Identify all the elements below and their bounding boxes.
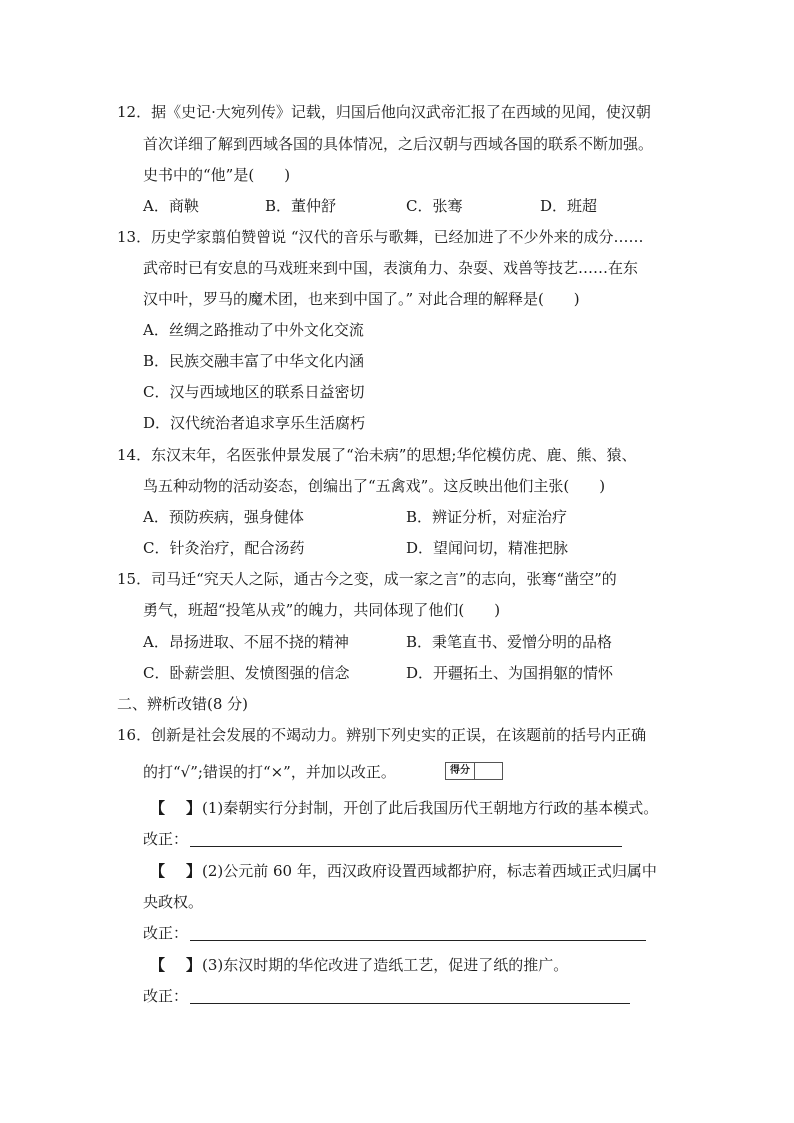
q16-line-2: 的打“√”;错误的打“×”，并加以改正。 (143, 763, 396, 781)
q12-option-b: B．董仲舒 (265, 197, 337, 215)
q13-option-b: B．民族交融丰富了中华文化内涵 (143, 352, 365, 370)
q13-option-a: A．丝绸之路推动了中外文化交流 (143, 321, 364, 339)
item-2-fix-blank[interactable] (190, 940, 646, 941)
item-1-bracket-open: 【 (150, 799, 166, 817)
q15-option-d: D．开疆拓土、为国捐躯的情怀 (406, 664, 614, 682)
item-1-text: (1)秦朝实行分封制，开创了此后我国历代王朝地方行政的基本模式。 (202, 799, 659, 817)
q14-line-2: 鸟五种动物的活动姿态，创编出了“五禽戏”。这反映出他们主张( ) (143, 477, 606, 495)
q15-option-c: C．卧薪尝胆、发愤图强的信念 (143, 664, 350, 682)
item-2-text-line-1: (2)公元前 60 年，西汉政府设置西域都护府，标志着西域正式归属中 (202, 862, 657, 880)
q15-line-2: 勇气，班超“投笔从戎”的魄力，共同体现了他们( ) (143, 601, 501, 619)
item-3-fix-label: 改正： (143, 987, 189, 1005)
q15-line-1: 15．司马迁“究天人之际，通古今之变，成一家之言”的志向，张骞“凿空”的 (117, 570, 617, 588)
item-1-fix-blank[interactable] (190, 846, 622, 847)
q13-option-d: D．汉代统治者追求享乐生活腐朽 (143, 414, 366, 432)
q14-option-c: C．针灸治疗，配合汤药 (143, 539, 305, 557)
section-2-title: 二、辨析改错(8 分) (117, 695, 249, 713)
q13-line-1: 13．历史学家翦伯赞曾说 “汉代的音乐与歌舞，已经加进了不少外来的成分…… (117, 228, 644, 246)
q15-option-a: A．昂扬进取、不屈不挠的精神 (143, 633, 349, 651)
q14-line-1: 14．东汉末年，名医张仲景发展了“治未病”的思想;华佗模仿虎、鹿、熊、猿、 (117, 446, 637, 464)
q12-line-2: 首次详细了解到西域各国的具体情况，之后汉朝与西域各国的联系不断加强。 (143, 135, 654, 153)
q14-option-d: D．望闻问切，精准把脉 (406, 539, 569, 557)
q14-option-a: A．预防疾病，强身健体 (143, 508, 304, 526)
item-1-fix-label: 改正： (143, 830, 189, 848)
item-3-text: (3)东汉时期的华佗改进了造纸工艺，促进了纸的推广。 (202, 956, 569, 974)
q16-line-1: 16．创新是社会发展的不竭动力。辨别下列史实的正误，在该题前的括号内正确 (117, 726, 647, 744)
item-3-bracket-close: 】 (186, 956, 202, 974)
item-2-bracket-open: 【 (150, 862, 166, 880)
item-2-text-line-2: 央政权。 (143, 893, 204, 911)
item-3-fix-blank[interactable] (190, 1003, 630, 1004)
q13-line-3: 汉中叶，罗马的魔术团，也来到中国了。” 对此合理的解释是( ) (143, 290, 580, 308)
q12-line-1: 12．据《史记·大宛列传》记载，归国后他向汉武帝汇报了在西域的见闻，使汉朝 (117, 103, 651, 121)
q12-line-3: 史书中的“他”是( ) (143, 166, 291, 184)
score-label: 得分 (446, 763, 475, 779)
q14-option-b: B．辨证分析，对症治疗 (406, 508, 568, 526)
q15-option-b: B．秉笔直书、爱憎分明的品格 (406, 633, 613, 651)
q13-option-c: C．汉与西域地区的联系日益密切 (143, 383, 365, 401)
q13-line-2: 武帝时已有安息的马戏班来到中国，表演角力、杂耍、戏兽等技艺……在东 (143, 259, 639, 277)
item-3-bracket-open: 【 (150, 956, 166, 974)
item-2-bracket-close: 】 (186, 862, 202, 880)
q12-option-c: C．张骞 (406, 197, 463, 215)
score-box[interactable] (445, 762, 503, 780)
item-1-bracket-close: 】 (186, 799, 202, 817)
q12-option-d: D．班超 (540, 197, 598, 215)
q12-option-a: A．商鞅 (143, 197, 199, 215)
item-2-fix-label: 改正： (143, 924, 189, 942)
